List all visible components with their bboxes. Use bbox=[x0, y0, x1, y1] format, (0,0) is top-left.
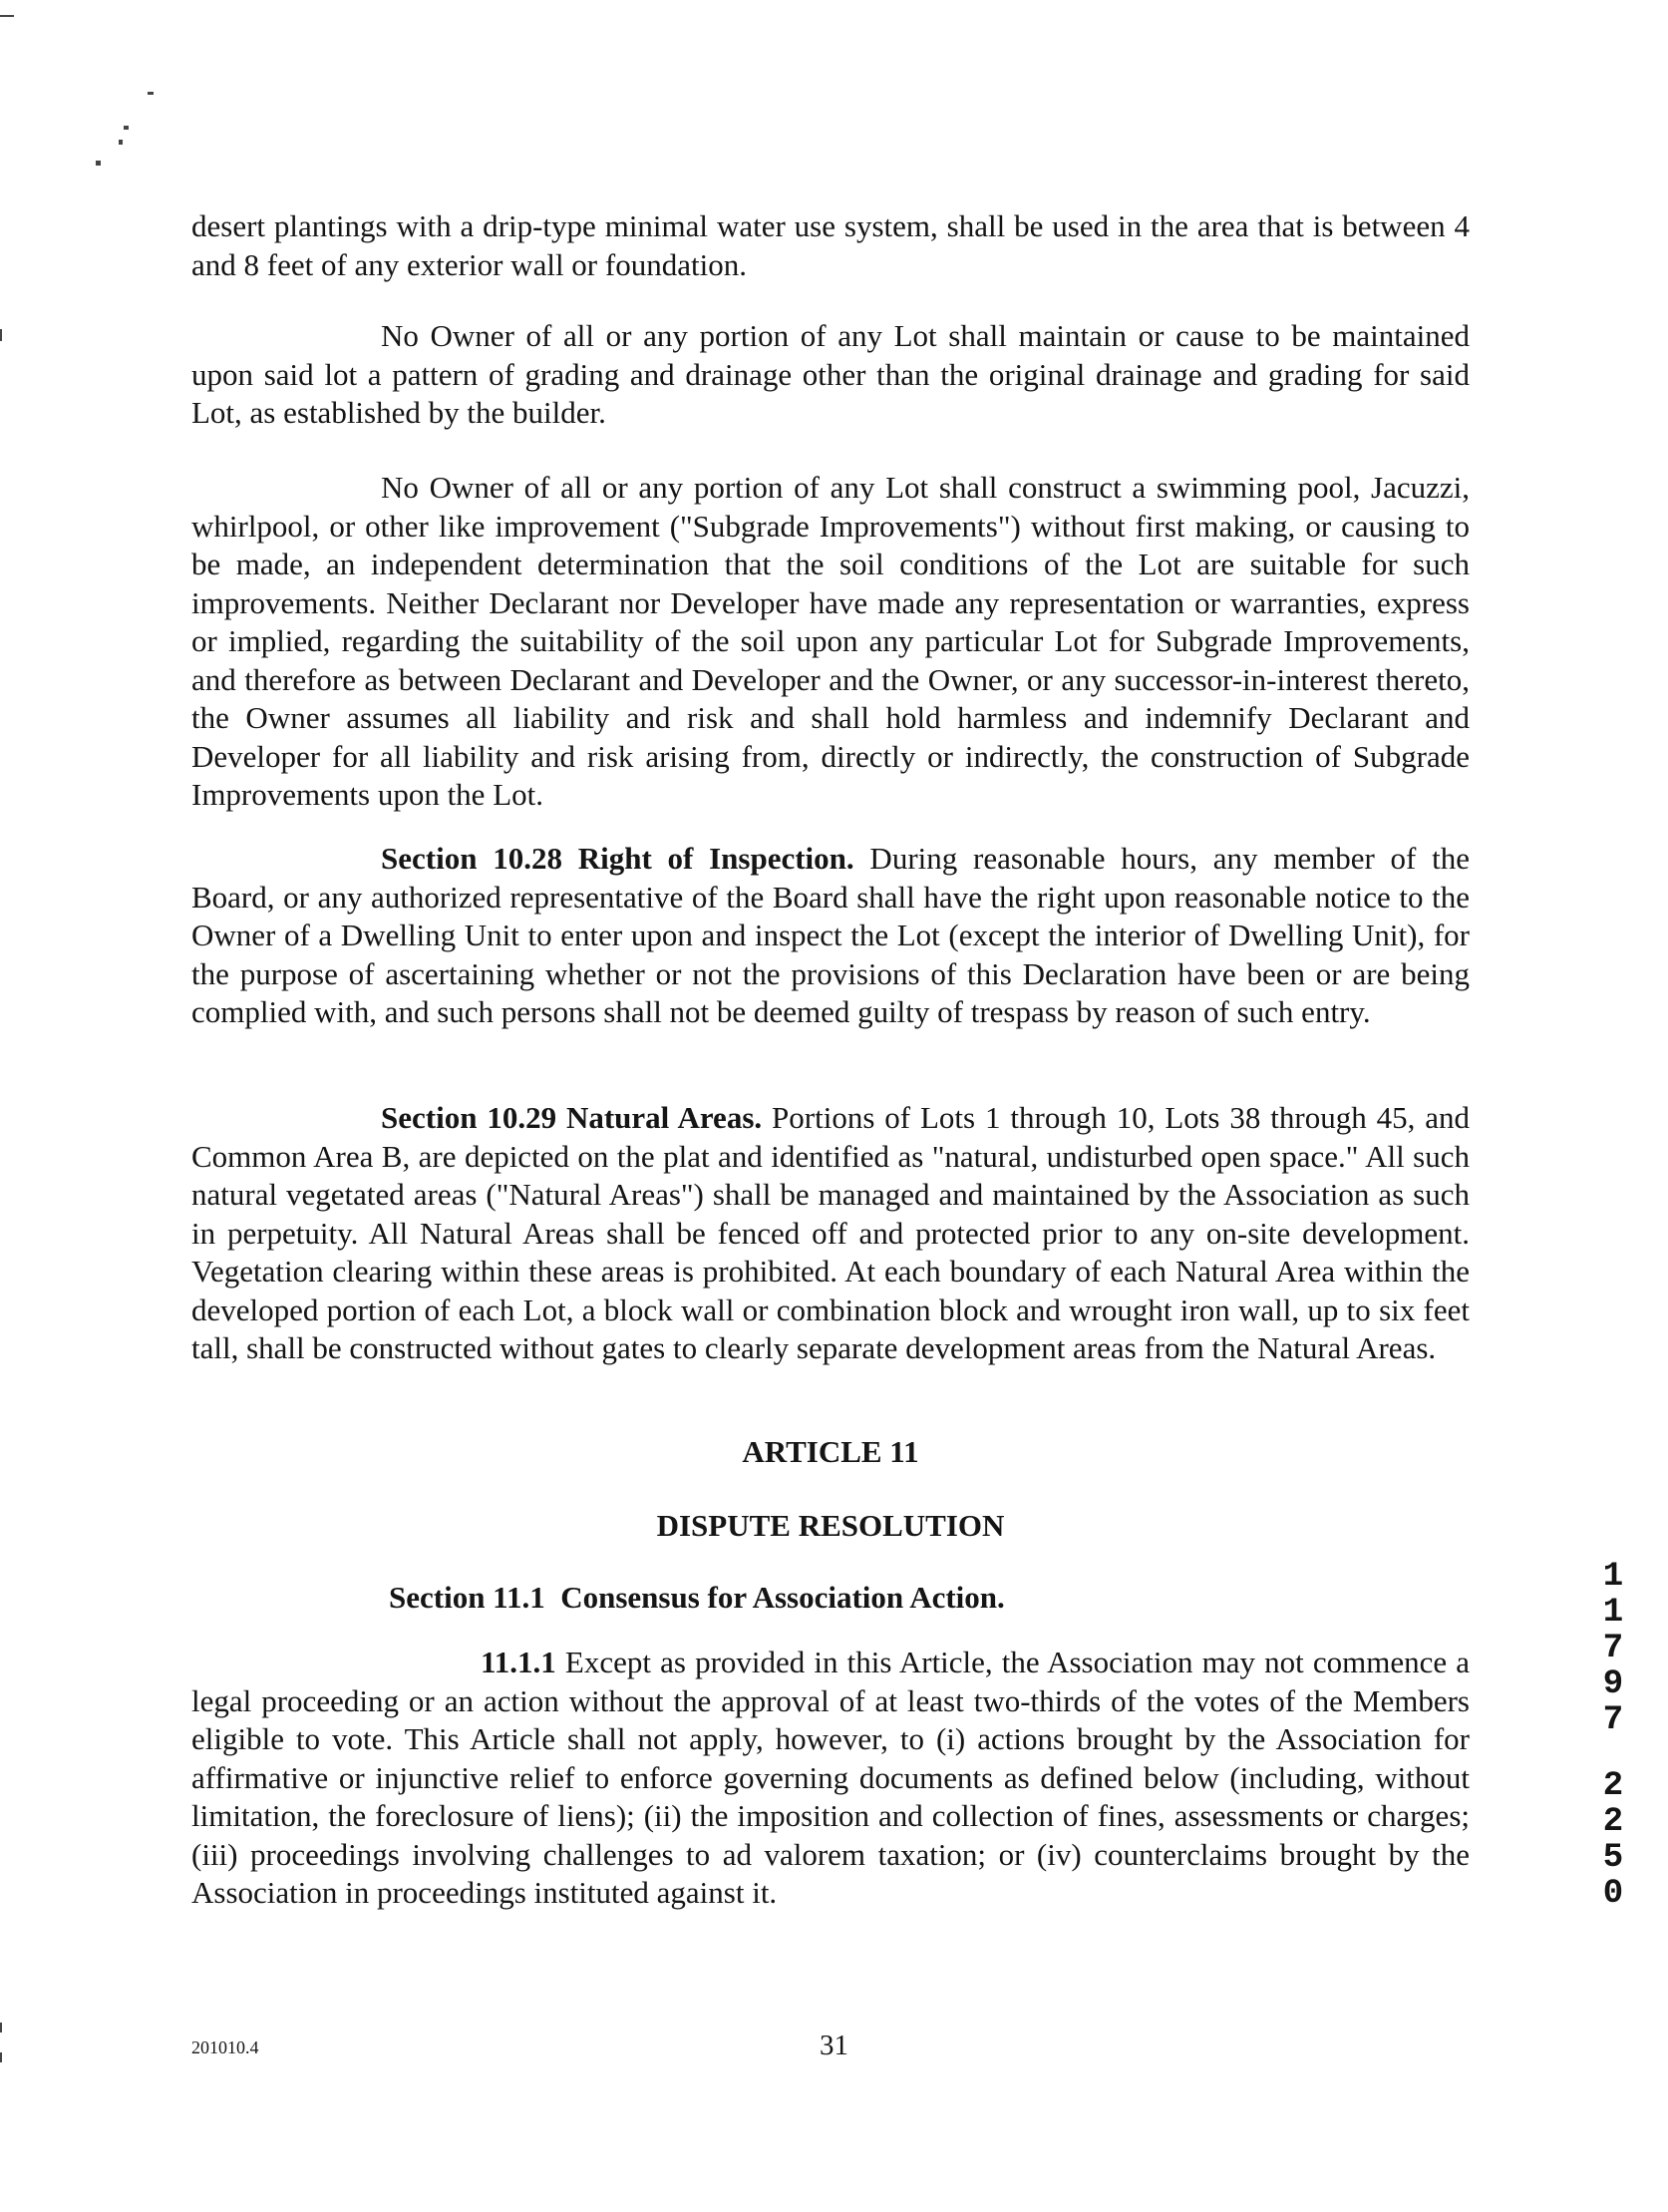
paragraph-subgrade-improvements: No Owner of all or any portion of any Lot shall construct a swimming pool, Jacuzzi, whirlpool, or other like improvement ("Subgrade Improvements") without first making, or causing to be made, an independent determination that the soil conditions of the Lot are suitable for such improvements. Neither Declarant nor Developer have made any representation or warranties, express or implied, regarding the suitability of the soil upon any particular Lot for Subgrade Improvements, and therefore as between Declarant and Developer and the Owner, or any successor-in-interest thereto, the Owner assumes all liability and risk and shall hold harmless and indemnify Declarant and Developer for all liability and risk arising from, directly or indirectly, the construction of Subgrade Improvements upon the Lot. bbox=[191, 470, 1470, 812]
paragraph-drip-planting: desert plantings with a drip-type minimal water use system, shall be used in the area that is between 4 and 8 feet of any exterior wall or foundation. bbox=[191, 208, 1470, 282]
margin-digit: 2 bbox=[1602, 1767, 1624, 1805]
scan-mark bbox=[0, 329, 2, 341]
scan-mark bbox=[96, 161, 101, 166]
margin-digit: 1 bbox=[1602, 1594, 1624, 1632]
margin-recording-number bbox=[1598, 1559, 1628, 1912]
margin-digit: 0 bbox=[1602, 1875, 1624, 1913]
section-11-1-1-heading: 11.1.1 bbox=[481, 1645, 556, 1679]
section-11-1-1-text: Except as provided in this Article, the Association may not commence a legal proceeding or an action without the approval of at least two-thirds of the votes of the Members eligible to vote. This Article shall not apply, however, to (i) actions brought by the Association for affirmative or injunctive relief to enforce governing documents as defined below (including, without limitation, the foreclosure of liens); (ii) the imposition and collection of fines, assessments or charges; (iii) proceedings involving challenges to ad valorem taxation; or (iv) counterclaims brought by the Association in proceedings instituted against it. bbox=[191, 1645, 1470, 1910]
section-10-28-text: During reasonable hours, any member of the Board, or any authorized representative of the Board shall have the right upon reasonable notice to the Owner of a Dwelling Unit to enter upon and inspect the Lot (except the interior of Dwelling Unit), for the purpose of ascertaining whether or not the provisions of this Declaration have been or are being complied with, and such persons shall not be deemed guilty of trespass by reason of such entry. bbox=[191, 841, 1470, 1029]
section-10-29-heading: Section 10.29 Natural Areas. bbox=[381, 1100, 763, 1135]
section-10-29-paragraph bbox=[191, 1099, 1470, 1368]
section-11-1-heading: Section 11.1 Consensus for Association Action. bbox=[389, 1580, 1005, 1615]
margin-digit: 7 bbox=[1602, 1630, 1624, 1667]
margin-digit: 7 bbox=[1602, 1701, 1624, 1739]
margin-digit: 9 bbox=[1602, 1665, 1624, 1703]
scan-mark bbox=[0, 15, 14, 17]
margin-digit: 2 bbox=[1602, 1803, 1624, 1841]
margin-digit: 5 bbox=[1602, 1839, 1624, 1877]
article-number: ARTICLE 11 bbox=[742, 1434, 919, 1469]
footer-document-id: 201010.4 bbox=[191, 2037, 259, 2057]
scan-mark bbox=[119, 140, 123, 145]
section-10-29-text: Portions of Lots 1 through 10, Lots 38 through 45, and Common Area B, are depicted on the plat and identified as "natural, undisturbed open space." All such natural vegetated areas ("Natural Areas") shall be managed and maintained by the Association as such in perpetuity. All Natural Areas shall be fenced off and protected prior to any on-site development. Vegetation clearing within these areas is prohibited. At each boundary of each Natural Area within the developed portion of each Lot, a block wall or combination block and wrought iron wall, up to six feet tall, shall be constructed without gates to clearly separate development areas from the Natural Areas. bbox=[191, 1100, 1470, 1365]
section-11-1-1-paragraph bbox=[191, 1644, 1470, 1913]
margin-digit: 1 bbox=[1602, 1558, 1624, 1596]
paragraph-grading-drainage: No Owner of all or any portion of any Lot shall maintain or cause to be maintained upon said lot a pattern of grading and drainage other than the original drainage and grading for said Lot, as established by the builder. bbox=[191, 318, 1470, 430]
section-10-28-paragraph bbox=[191, 840, 1470, 1032]
scan-mark bbox=[124, 126, 129, 130]
section-10-28-heading: Section 10.28 Right of Inspection. bbox=[381, 841, 854, 876]
scan-mark bbox=[148, 92, 154, 95]
page-number: 31 bbox=[820, 2029, 848, 2061]
article-title: DISPUTE RESOLUTION bbox=[656, 1508, 1005, 1543]
